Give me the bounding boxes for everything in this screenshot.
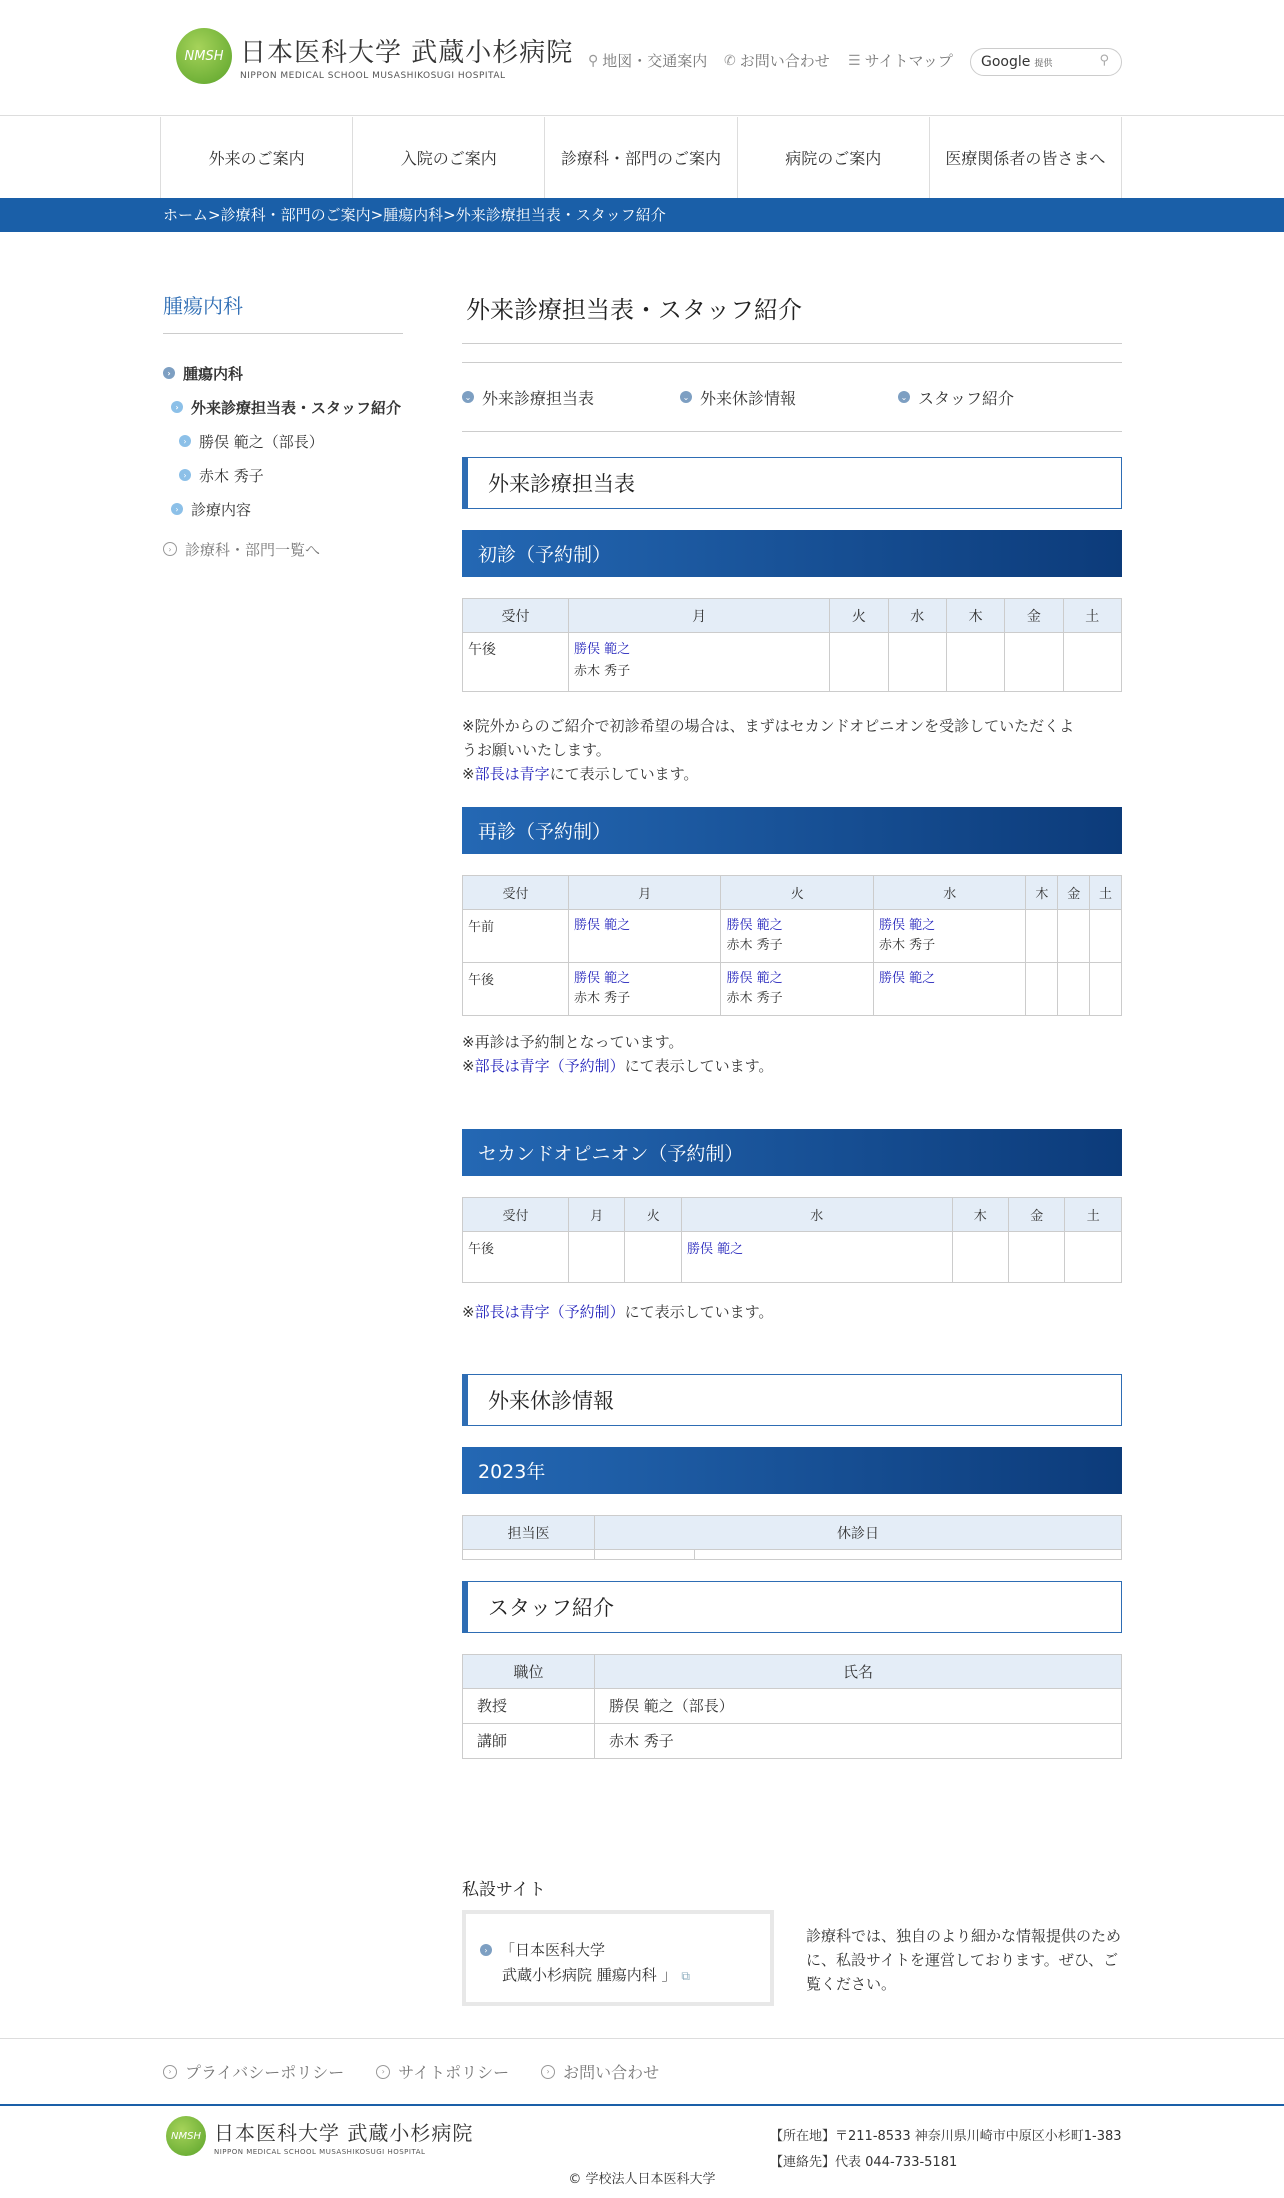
copyright: © 学校法人日本医科大学 (568, 2172, 716, 2187)
doctor-link[interactable]: 勝俣 範之 (878, 971, 936, 986)
footer-address: 【所在地】〒211-8533 神奈川県川崎市中原区小杉町1-383 【連絡先】代表 044-733-5181 (770, 2129, 1122, 2170)
subheading-revisit: 再診（予約制） (462, 807, 1122, 854)
search-brand: Google 提供 (981, 54, 1053, 70)
site-header (0, 0, 1284, 116)
col-header: 土 (1065, 1198, 1122, 1232)
footer-logo-subtitle: NIPPON MEDICAL SCHOOL MUSASHIKOSUGI HOSPITAL (214, 2147, 426, 2156)
col-header: 金 (1008, 1198, 1064, 1232)
col-header: 月 (569, 1198, 625, 1232)
private-site-description: 診療科では、独自のより細かな情報提供のために、私設サイトを運営しております。ぜひ、ご覧ください。 (806, 1927, 1122, 1993)
staff-position: 教授 (463, 1689, 595, 1724)
col-header: 火 (721, 876, 873, 910)
util-map-link[interactable] (588, 50, 707, 71)
footer-logo-title: 日本医科大学 武蔵小杉病院 (214, 2120, 474, 2145)
doctor-name: 赤木 秀子 (878, 938, 936, 953)
sidebar-item-label: 赤木 秀子 (199, 466, 264, 485)
col-header: 土 (1063, 599, 1121, 633)
search-icon[interactable]: ⚲ (1099, 53, 1109, 68)
closures-table (462, 1515, 1122, 1560)
section-heading-schedule: 外来診療担当表 (462, 457, 1122, 509)
util-contact-link[interactable] (724, 50, 830, 71)
gnav-hospital[interactable]: 病院のご案内 (738, 117, 930, 198)
circle-arrow-icon: › (163, 2065, 177, 2079)
col-header: 受付 (463, 1198, 569, 1232)
logo-title: 日本医科大学 武蔵小杉病院 (240, 37, 574, 68)
global-nav (160, 117, 1122, 198)
col-header: 木 (1026, 876, 1058, 910)
doctor-name: 赤木 秀子 (574, 664, 631, 679)
chevron-down-icon: ⌄ (462, 391, 474, 403)
chevron-right-icon: › (480, 1944, 492, 1956)
footer-link-contact[interactable]: › お問い合わせ (541, 2060, 659, 2083)
logo-subtitle: NIPPON MEDICAL SCHOOL MUSASHIKOSUGI HOSPITAL (240, 70, 506, 81)
doctor-link[interactable]: 勝俣 範之 (878, 918, 936, 933)
col-header: 土 (1090, 876, 1122, 910)
sidebar-item-katsumata[interactable] (163, 424, 403, 458)
anchor-schedule[interactable]: ⌄ 外来診療担当表 (462, 386, 680, 409)
circle-arrow-icon: › (163, 542, 177, 556)
sidebar-item-schedule[interactable] (163, 390, 403, 424)
col-header: 水 (888, 599, 946, 633)
footer-nav (0, 2038, 1284, 2106)
sidebar-item-label: 腫瘍内科 (183, 364, 244, 383)
sidebar-item-oncology[interactable] (163, 356, 403, 390)
col-header: 木 (952, 1198, 1008, 1232)
chevron-right-icon: › (179, 435, 191, 447)
first-visit-table (462, 598, 1122, 692)
sidebar (163, 290, 403, 566)
list-icon: ☰ (848, 52, 861, 69)
col-header: 担当医 (463, 1516, 595, 1550)
anchor-staff[interactable]: ⌄ スタッフ紹介 (898, 386, 1116, 409)
doctor-link[interactable]: 勝俣 範之 (726, 918, 783, 933)
footer-link-privacy[interactable]: › プライバシーポリシー (163, 2060, 344, 2083)
private-link-line1: 「日本医科大学 (500, 1941, 606, 1959)
row-label: 午後 (463, 1232, 569, 1283)
breadcrumb[interactable]: ホーム>診療科・部門のご案内>腫瘍内科>外来診療担当表・スタッフ紹介 (0, 198, 1284, 232)
footer-link-site-policy[interactable]: › サイトポリシー (376, 2060, 509, 2083)
util-map-label: 地図・交通案内 (602, 52, 708, 70)
site-logo[interactable] (176, 28, 573, 84)
logo-mark-icon: NMSH (176, 28, 232, 84)
util-sitemap-link[interactable] (848, 50, 953, 71)
row-label: 午後 (463, 963, 569, 1016)
doctor-link[interactable]: 勝俣 範之 (574, 642, 631, 657)
col-header: 火 (830, 599, 888, 633)
circle-arrow-icon: › (541, 2065, 555, 2079)
col-header: 金 (1058, 876, 1090, 910)
private-site-link[interactable] (462, 1910, 774, 2006)
doctor-link[interactable]: 勝俣 範之 (574, 918, 631, 933)
sidebar-item-label: 外来診療担当表・スタッフ紹介 (191, 398, 402, 417)
col-header: 月 (569, 876, 721, 910)
row-label: 午後 (463, 633, 569, 692)
main-content (462, 290, 1122, 1993)
doctor-link[interactable]: 勝俣 範之 (686, 1242, 744, 1257)
col-header: 水 (681, 1198, 952, 1232)
page-title: 外来診療担当表・スタッフ紹介 (462, 290, 1122, 344)
footer-logo[interactable] (166, 2116, 473, 2156)
revisit-table (462, 875, 1122, 1016)
section-heading-staff: スタッフ紹介 (462, 1581, 1122, 1633)
col-header: 職位 (463, 1655, 595, 1689)
sidebar-item-akagi[interactable] (163, 458, 403, 492)
phone-icon: ✆ (724, 52, 736, 69)
col-header: 月 (569, 599, 830, 633)
col-header: 金 (1005, 599, 1063, 633)
col-header: 休診日 (595, 1516, 1122, 1550)
sidebar-item-label: 勝俣 範之（部長） (199, 432, 324, 451)
chevron-right-icon: › (171, 503, 183, 515)
doctor-name: 赤木 秀子 (726, 991, 783, 1006)
col-header: 受付 (463, 599, 569, 633)
subheading-year: 2023年 (462, 1447, 1122, 1494)
sidebar-back-link[interactable] (163, 532, 403, 566)
circle-arrow-icon: › (376, 2065, 390, 2079)
sidebar-item-label: 診療内容 (191, 500, 252, 519)
staff-name: 赤木 秀子 (595, 1724, 1122, 1759)
map-pin-icon: ⚲ (588, 52, 599, 69)
anchor-closures[interactable]: ⌄ 外来休診情報 (680, 386, 898, 409)
util-sitemap-label: サイトマップ (864, 52, 953, 70)
doctor-name: 赤木 秀子 (574, 991, 631, 1006)
col-header: 水 (873, 876, 1025, 910)
col-header: 火 (625, 1198, 681, 1232)
chevron-right-icon: › (179, 469, 191, 481)
private-site-title: 私設サイト (462, 1880, 546, 1900)
staff-position: 講師 (463, 1724, 595, 1759)
subheading-first-visit: 初診（予約制） (462, 530, 1122, 577)
gnav-outpatient[interactable]: 外来のご案内 (161, 117, 353, 198)
chevron-right-icon: › (163, 367, 175, 379)
revisit-note: ※再診は予約制となっています。 ※部長は青字（予約制）にて表示しています。 (462, 1033, 774, 1075)
doctor-link[interactable]: 勝俣 範之 (726, 971, 783, 986)
col-header: 受付 (463, 876, 569, 910)
subheading-second-opinion: セカンドオピニオン（予約制） (462, 1129, 1122, 1176)
doctor-name: 赤木 秀子 (726, 938, 783, 953)
gnav-inpatient[interactable]: 入院のご案内 (353, 117, 545, 198)
row-label: 午前 (463, 910, 569, 963)
search-input[interactable] (970, 48, 1122, 76)
chevron-down-icon: ⌄ (680, 391, 692, 403)
staff-name: 勝俣 範之（部長） (595, 1689, 1122, 1724)
first-visit-note: ※院外からのご紹介で初診希望の場合は、まずはセカンドオピニオンを受診していただくよ うお願いいたします。 ※部長は青字にて表示しています。 (462, 717, 1075, 783)
sidebar-back-label: 診療科・部門一覧へ (185, 540, 321, 559)
gnav-medical-staff[interactable]: 医療関係者の皆さまへ (930, 117, 1122, 198)
chevron-right-icon: › (171, 401, 183, 413)
doctor-link[interactable]: 勝俣 範之 (574, 971, 631, 986)
external-link-icon: ⧉ (681, 1969, 690, 1983)
sidebar-title[interactable]: 腫瘍内科 (163, 290, 403, 334)
chevron-down-icon: ⌄ (898, 391, 910, 403)
second-opinion-note: ※部長は青字（予約制）にて表示しています。 (462, 1303, 774, 1321)
logo-mark-icon: NMSH (166, 2116, 206, 2156)
staff-table (462, 1654, 1122, 1759)
col-header: 氏名 (595, 1655, 1122, 1689)
col-header: 木 (946, 599, 1004, 633)
private-link-line2: 武蔵小杉病院 腫瘍内科 」 (502, 1966, 677, 1984)
section-heading-closures: 外来休診情報 (462, 1374, 1122, 1426)
util-contact-label: お問い合わせ (739, 52, 830, 70)
sidebar-item-services[interactable] (163, 492, 403, 526)
second-opinion-table (462, 1197, 1122, 1283)
gnav-departments[interactable]: 診療科・部門のご案内 (545, 117, 737, 198)
anchor-nav (462, 362, 1122, 432)
